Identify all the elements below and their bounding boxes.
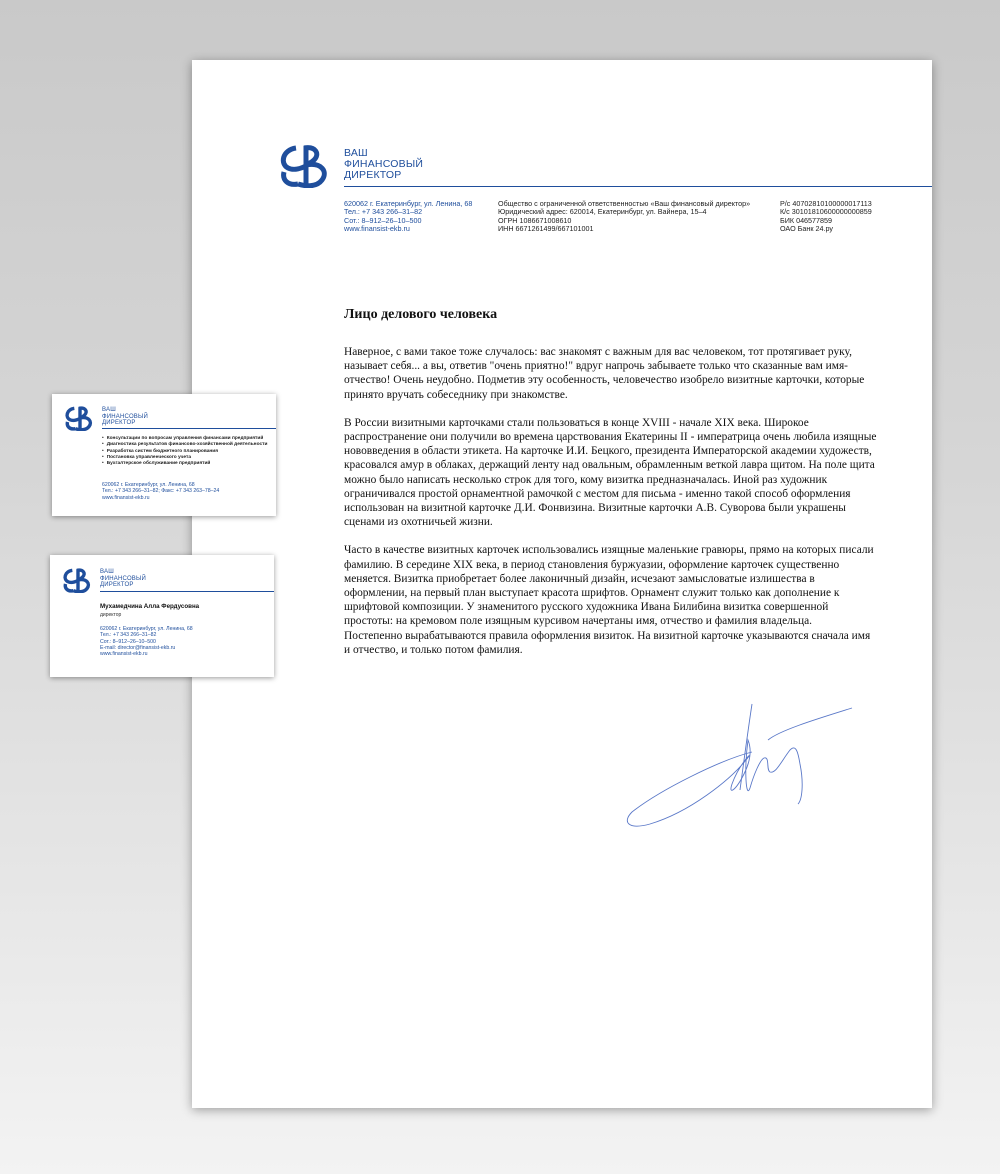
paragraph: Часто в качестве визитных карточек использовались изящные маленькие гравюры, прямо на которых писали фамилию. В середине XIX века, в период становления буржуазии, оформление карточек существенно меняется. Визитка приобретает более лаконичный дизайн, исчезают замысловатые излишества в оформлении, на первый план выступает красота шрифтов. Орнамент служит только как дополнение к шрифтовой композиции. У знаменитого русского художника Ивана Билибина визитка совершенной простоты: на кремовом поле изящным курсивом начертаны имя, отчество и фамилия владельца. (344, 544, 874, 628)
list-item: • Разработка систем бюджетного планирования (102, 449, 267, 455)
services-list (102, 436, 267, 467)
company-logo-icon (62, 568, 94, 593)
list-item: • Консультации по вопросам управления финансами предприятий (102, 436, 267, 442)
list-item: • Бухгалтерское обслуживание предприятий (102, 461, 267, 467)
business-card-personal (50, 555, 274, 677)
contacts-block: 620062 г. Екатеринбург, ул. Ленина, 68 Тел.: +7 343 266–31–82 Сот.: 8–912–26–10–500 www.finansist-ekb.ru (344, 199, 473, 234)
company-logo-icon (64, 406, 96, 431)
logo-wordmark: ВАШ ФИНАНСОВЫЙ ДИРЕКТОР (100, 569, 147, 588)
card-person-role: директор (100, 612, 122, 618)
card-contacts: 620062 г. Екатеринбург, ул. Ленина, 68 Тел.: +7 343 266–31–82 Сот.: 8–912–26–10–500 E-mail: director@finansist-ekb.ru www.finansist-ekb.ru (100, 626, 193, 658)
paragraph: Постепенно вырабатываются правила оформления визиток. На визитной карточке указываются сначала имя и отчество, и только потом фамилия. (344, 629, 871, 656)
paragraph: В России визитными карточками стали пользоваться в конце XVIII - начале XIX века. Широкое распространение они получили во времена царствования Екатерины II - императрица очень любила изящные нововведения в области этикета. На карточке И.И. Бецкого, президента Императорской академии художеств, красовался амур в облаках, держащий ленту над овальным, обрамленным веткой лавра щитом. На поле щита можно было написать несколько строк для того, кому визитка предназначалась. Иной раз художник ограничивался простой орнаментной рамочкой с местом для письма - именно такой способ оформления использован на визитной карточке Д.И. Фонвизина. Визитные карточки А.В. Суворова были украшены сценами из охотничьей жизни. (344, 416, 877, 529)
list-item: • Диагностика результатов финансово-хозяйственной деятельности (102, 442, 267, 448)
list-item: • Постановка управленческого учета (102, 455, 267, 461)
logo-wordmark: ВАШ ФИНАНСОВЫЙ ДИРЕКТОР (344, 147, 424, 181)
document-body (344, 345, 879, 671)
paragraph: Наверное, с вами такое тоже случалось: вас знакомят с важным для вас человеком, тот протягивает руку, называет себя... а вы, ответив "очень приятно!" вдруг напрочь забываете только что сказанные вам имя-отчество! Очень неудобно. Подметив эту особенность, человечество изобрело визитные карточки, которые принято вручать собеседнику при знакомстве. (344, 346, 865, 401)
card-person-name: Мухамедчина Алла Фердусовна (100, 603, 200, 610)
card-rule (102, 428, 276, 429)
card-contacts: 620062 г. Екатеринбург, ул. Ленина, 68 Тел.: +7 343 266–31–82; Факс: +7 343 263–78–24 www.finansist-ekb.ru (102, 482, 220, 501)
document-title: Лицо делового человека (344, 307, 498, 322)
card-rule (100, 591, 274, 592)
company-details-block: Общество с ограниченной ответственностью «Ваш финансовый директор» Юридический адрес: 620014, Екатеринбург, ул. Вайнера, 15–4 ОГРН 1086671008610 ИНН 6671261499/667101001 (498, 199, 751, 234)
letter-page (192, 60, 932, 1108)
bank-details-block: Р/с 40702810100000017113 К/с 30101810600000000859 БИК 046577859 ОАО Банк 24.ру (780, 199, 872, 234)
business-card-services (52, 394, 276, 516)
logo-wordmark: ВАШ ФИНАНСОВЫЙ ДИРЕКТОР (102, 407, 149, 426)
header-rule (344, 186, 932, 187)
company-logo-icon (278, 144, 334, 188)
signature-icon (620, 700, 860, 830)
